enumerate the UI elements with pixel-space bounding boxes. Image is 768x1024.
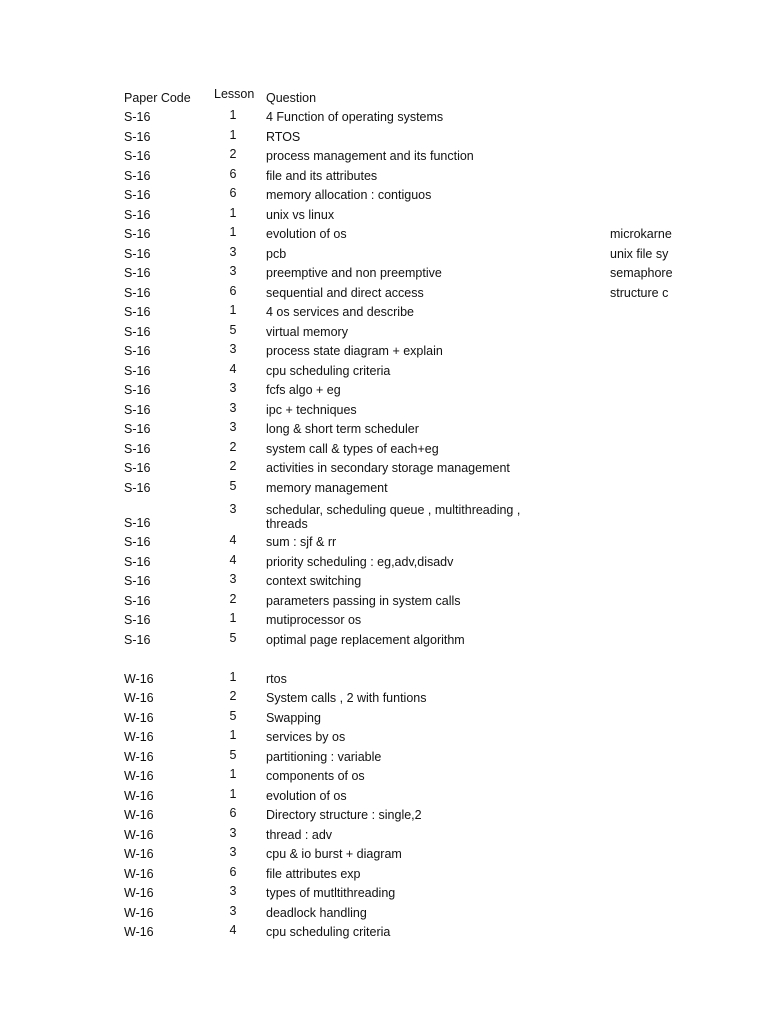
paper-code-cell: W-16 xyxy=(124,730,154,744)
lesson-cell: 5 xyxy=(229,322,237,337)
table-row xyxy=(0,303,768,323)
lesson-cell: 1 xyxy=(229,611,237,625)
paper-code-cell: S-16 xyxy=(124,207,151,222)
paper-code-cell: S-16 xyxy=(124,632,151,647)
question-cell: optimal page replacement algorithm xyxy=(266,632,465,647)
table-row xyxy=(0,845,768,865)
paper-code-cell: S-16 xyxy=(124,188,151,202)
table-row xyxy=(0,552,768,572)
paper-code-cell: W-16 xyxy=(124,710,154,725)
table-row xyxy=(0,108,768,128)
paper-code-cell: W-16 xyxy=(124,886,154,900)
spacer-row xyxy=(0,650,768,670)
paper-code-cell: S-16 xyxy=(124,266,151,280)
paper-code-cell: W-16 xyxy=(124,827,154,842)
question-cell: memory management xyxy=(266,480,388,495)
question-cell: virtual memory xyxy=(266,324,348,339)
table-row xyxy=(0,689,768,709)
table-row xyxy=(0,708,768,728)
table-row xyxy=(0,439,768,459)
table-row xyxy=(0,283,768,303)
question-cell: 4 Function of operating systems xyxy=(266,110,444,124)
table-row xyxy=(0,864,768,884)
question-cell: 4 os services and describe xyxy=(266,305,414,319)
question-cell: rtos xyxy=(266,671,287,686)
table-row xyxy=(0,611,768,631)
question-cell: process state diagram + explain xyxy=(266,344,443,358)
paper-code-cell: S-16 xyxy=(124,168,151,183)
lesson-cell: 2 xyxy=(229,439,237,454)
paper-code-cell: S-16 xyxy=(124,422,151,436)
lesson-cell: 3 xyxy=(229,400,237,415)
question-cell: components of os xyxy=(266,769,365,783)
paper-code-cell: W-16 xyxy=(124,691,154,705)
table-row xyxy=(0,786,768,806)
lesson-cell: 1 xyxy=(229,205,237,220)
table-row xyxy=(0,669,768,689)
paper-code-cell: S-16 xyxy=(124,227,151,241)
paper-code-cell: W-16 xyxy=(124,671,154,686)
question-cell: evolution of os xyxy=(266,227,347,241)
question-cell: parameters passing in system calls xyxy=(266,593,461,608)
table-row xyxy=(0,478,768,498)
lesson-cell: 3 xyxy=(229,244,237,259)
question-cell: file attributes exp xyxy=(266,866,361,881)
table-row xyxy=(0,884,768,904)
question-cell: types of mutltithreading xyxy=(266,886,396,900)
question-cell: system call & types of each+eg xyxy=(266,441,439,456)
side-note-cell: microkarne xyxy=(610,227,672,241)
lesson-cell: 1 xyxy=(229,303,237,317)
paper-code-cell: W-16 xyxy=(124,749,154,764)
paper-code-cell: S-16 xyxy=(124,324,151,339)
question-cell: fcfs algo + eg xyxy=(266,383,341,397)
lesson-cell: 1 xyxy=(229,669,237,684)
paper-code-cell: W-16 xyxy=(124,847,154,861)
lesson-cell: 3 xyxy=(229,342,237,356)
question-cell: System calls , 2 with funtions xyxy=(266,691,427,705)
question-cell: thread : adv xyxy=(266,827,333,842)
lesson-cell: 2 xyxy=(229,689,237,703)
table-row xyxy=(0,420,768,440)
lesson-cell: 2 xyxy=(229,591,237,606)
question-table xyxy=(0,88,768,942)
lesson-cell: 4 xyxy=(229,361,237,376)
lesson-cell: 3 xyxy=(229,884,237,898)
question-cell: sum : sjf & rr xyxy=(266,535,337,549)
lesson-cell: 3 xyxy=(229,572,237,586)
lesson-cell: 1 xyxy=(229,786,237,801)
question-cell: preemptive and non preemptive xyxy=(266,266,442,280)
paper-code-cell: S-16 xyxy=(124,480,151,495)
paper-code-cell: S-16 xyxy=(124,402,151,417)
paper-code-cell: S-16 xyxy=(124,129,151,144)
paper-code-cell: S-16 xyxy=(124,305,151,319)
lesson-cell: 1 xyxy=(229,767,237,781)
question-cell: context switching xyxy=(266,574,362,588)
lesson-cell: 3 xyxy=(229,420,237,434)
table-row xyxy=(0,127,768,147)
table-row xyxy=(0,572,768,592)
paper-code-cell: S-16 xyxy=(124,535,151,549)
paper-code-cell: W-16 xyxy=(124,788,154,803)
lesson-cell: 3 xyxy=(229,264,237,278)
paper-code-cell: S-16 xyxy=(124,441,151,456)
paper-code-cell: S-16 xyxy=(124,149,151,163)
question-cell: process management and its function xyxy=(266,149,474,163)
lesson-cell: 5 xyxy=(229,478,237,493)
question-cell: sequential and direct access xyxy=(266,285,424,300)
table-row xyxy=(0,825,768,845)
paper-code-cell: S-16 xyxy=(124,574,151,588)
table-row xyxy=(0,244,768,264)
side-note-cell: unix file sy xyxy=(610,246,669,261)
question-cell: pcb xyxy=(266,246,287,261)
table-row xyxy=(0,903,768,923)
lesson-cell: 3 xyxy=(229,825,237,840)
lesson-cell: 4 xyxy=(229,923,237,937)
lesson-cell: 3 xyxy=(229,381,237,395)
question-cell: Directory structure : single,2 xyxy=(266,808,422,822)
table-row xyxy=(0,264,768,284)
lesson-cell: 1 xyxy=(229,225,237,239)
paper-code-cell: W-16 xyxy=(124,925,154,939)
lesson-cell: 5 xyxy=(229,747,237,762)
lesson-cell: 1 xyxy=(229,108,237,122)
lesson-cell: 4 xyxy=(229,533,237,547)
lesson-cell: 2 xyxy=(229,459,237,473)
question-cell: cpu & io burst + diagram xyxy=(266,847,402,861)
side-note-cell: structure c xyxy=(610,285,669,300)
table-row xyxy=(0,147,768,167)
lesson-cell: 1 xyxy=(229,127,237,142)
question-cell: Swapping xyxy=(266,710,321,725)
table-row xyxy=(0,342,768,362)
question-cell: evolution of os xyxy=(266,788,347,803)
question-cell: deadlock handling xyxy=(266,905,367,920)
table-row xyxy=(0,186,768,206)
lesson-cell: 6 xyxy=(229,166,237,181)
question-cell: activities in secondary storage management xyxy=(266,461,510,475)
table-row xyxy=(0,205,768,225)
table-row xyxy=(0,166,768,186)
paper-code-cell: S-16 xyxy=(124,554,151,569)
question-cell: cpu scheduling criteria xyxy=(266,363,391,378)
question-cell: file and its attributes xyxy=(266,168,378,183)
question-cell: ipc + techniques xyxy=(266,402,357,417)
paper-code-cell: S-16 xyxy=(124,344,151,358)
header-paper-code: Paper Code xyxy=(124,90,191,105)
lesson-cell: 4 xyxy=(229,552,237,567)
paper-code-cell: W-16 xyxy=(124,808,154,822)
lesson-cell: 3 xyxy=(229,903,237,918)
paper-code-cell: W-16 xyxy=(124,905,154,920)
paper-code-cell: S-16 xyxy=(124,613,151,627)
lesson-cell: 1 xyxy=(229,728,237,742)
lesson-cell: 6 xyxy=(229,283,237,298)
lesson-cell: 6 xyxy=(229,806,237,820)
lesson-cell: 2 xyxy=(229,147,237,161)
question-cell: services by os xyxy=(266,730,346,744)
table-row xyxy=(0,381,768,401)
table-row xyxy=(0,747,768,767)
question-cell: mutiprocessor os xyxy=(266,613,362,627)
side-note-cell: semaphore xyxy=(610,266,673,280)
header-row xyxy=(0,88,768,108)
table-row xyxy=(0,459,768,479)
question-cell: priority scheduling : eg,adv,disadv xyxy=(266,554,454,569)
question-cell: schedular, scheduling queue , multithreading , threads xyxy=(266,502,521,531)
question-cell: RTOS xyxy=(266,129,301,144)
paper-code-cell: S-16 xyxy=(124,110,151,124)
table-row xyxy=(0,630,768,650)
paper-code-cell: S-16 xyxy=(124,246,151,261)
lesson-cell: 3 xyxy=(229,501,237,516)
table-row xyxy=(0,591,768,611)
table-row xyxy=(0,923,768,943)
table-row xyxy=(0,361,768,381)
paper-code-cell: S-16 xyxy=(124,383,151,397)
question-cell: cpu scheduling criteria xyxy=(266,925,391,939)
paper-code-cell: S-16 xyxy=(124,285,151,300)
lesson-cell: 6 xyxy=(229,186,237,200)
table-row xyxy=(0,728,768,748)
header-lesson: Lesson xyxy=(214,86,255,101)
table-row xyxy=(0,533,768,553)
paper-code-cell: S-16 xyxy=(124,363,151,378)
paper-code-cell: W-16 xyxy=(124,866,154,881)
table-row xyxy=(0,806,768,826)
paper-code-cell: S-16 xyxy=(124,461,151,475)
table-row xyxy=(0,400,768,420)
table-row xyxy=(0,767,768,787)
table-row xyxy=(0,225,768,245)
question-cell: long & short term scheduler xyxy=(266,422,419,436)
table-row xyxy=(0,498,768,533)
lesson-cell: 5 xyxy=(229,630,237,645)
paper-code-cell: W-16 xyxy=(124,769,154,783)
paper-code-cell: S-16 xyxy=(124,593,151,608)
header-question: Question xyxy=(266,90,317,105)
lesson-cell: 3 xyxy=(229,845,237,859)
table-row xyxy=(0,322,768,342)
question-cell: unix vs linux xyxy=(266,207,335,222)
lesson-cell: 6 xyxy=(229,864,237,879)
paper-code-cell: S-16 xyxy=(124,515,151,530)
question-cell: partitioning : variable xyxy=(266,749,382,764)
lesson-cell: 5 xyxy=(229,708,237,723)
question-cell: memory allocation : contiguos xyxy=(266,188,432,202)
